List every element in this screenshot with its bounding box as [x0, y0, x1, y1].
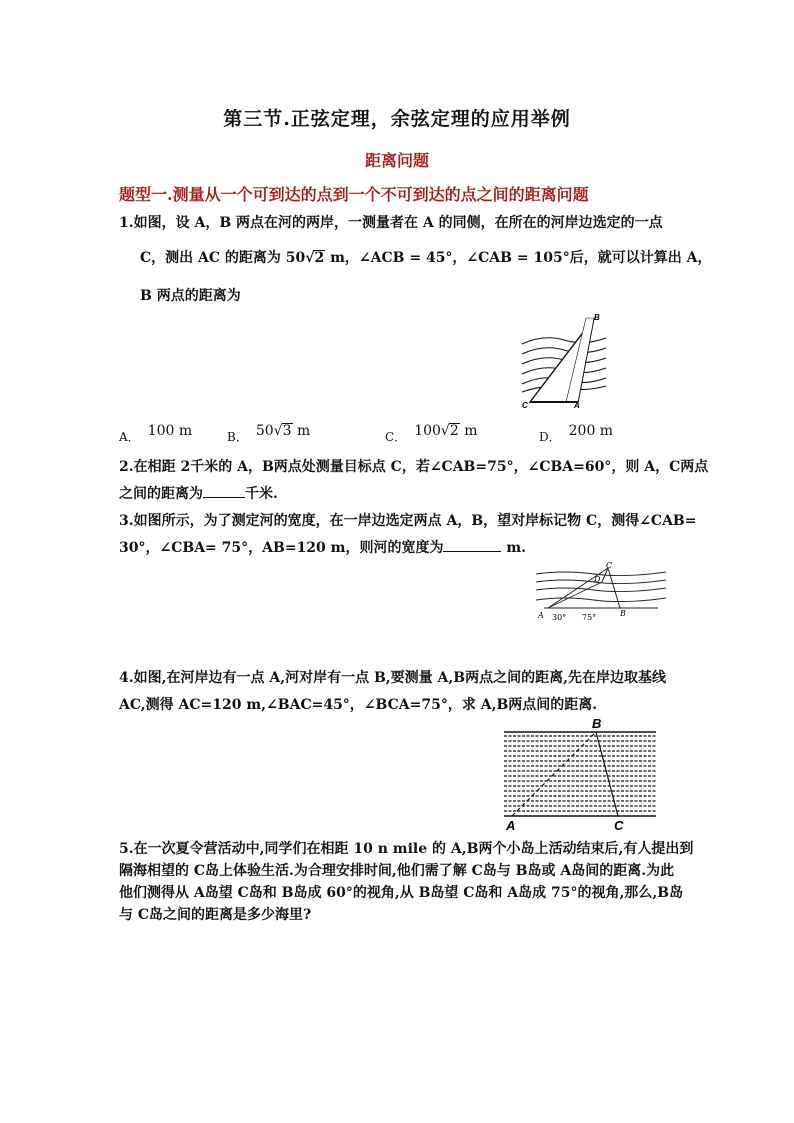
q1-option-a-label: A．: [119, 430, 140, 444]
q4-line-2: AC,测得 AC=120 m,∠BAC=45°，∠BCA=75°，求 A,B两点间的距离.: [119, 697, 598, 713]
q1-line-2-a: C，测出 AC 的距离为 50: [140, 250, 306, 266]
q3-line-2-a: 30°，∠CBA= 75°，AB=120 m，则河的宽度为: [119, 540, 444, 556]
q1-fig-label-c: C: [522, 401, 528, 410]
q1-option-b-post: m: [292, 423, 311, 439]
q3-fig-label-b: B: [620, 609, 626, 618]
section-heading: 题型一.测量从一个可到达的点到一个不可到达的点之间的距离问题: [119, 185, 589, 204]
q4-line-1: 4.如图,在河岸边有一点 A,河对岸有一点 B,要测量 A,B两点之间的距离,先在岸边取基线: [119, 670, 666, 686]
q1-option-d: [539, 423, 614, 445]
q4-fig-label-a: A: [506, 818, 516, 833]
q3-fig-label-a: A: [538, 611, 544, 620]
q4-fig-label-b: B: [592, 716, 602, 731]
q1-option-b-label: B．: [227, 430, 248, 444]
q5-line-3: 他们测得从 A岛望 C岛和 B岛成 60°的视角,从 B岛望 C岛和 A岛成 75°的视角,那么,B岛: [119, 885, 684, 901]
q1-option-a: [119, 423, 193, 445]
q4-figure: [500, 716, 662, 834]
q1-line-1: 1.如图，设 A，B 两点在河的两岸，一测量者在 A 的同侧，在所在的河岸边选定的一点: [119, 215, 663, 231]
q2-line-2: [119, 483, 278, 503]
q1-line-3: B 两点的距离为: [140, 288, 241, 304]
q1-option-c-post: m: [459, 423, 478, 439]
q1-option-c-radicand: 2: [449, 423, 459, 439]
q3-fig-angle-b: 75°: [582, 613, 597, 622]
q1-option-d-text: 200 m: [568, 423, 614, 439]
q1-fig-label-a: A: [574, 401, 580, 410]
q1-option-b: B． 50√3 m: [227, 423, 311, 444]
q3-line-1: 3.如图所示，为了测定河的宽度，在一岸边选定两点 A，B，望对岸标记物 C，测得∠CAB=: [119, 513, 697, 529]
q1-line-2-b: m，∠ACB = 45°，∠CAB = 105°后，就可以计算出 A，: [325, 250, 712, 266]
q2-answer-blank: [203, 497, 245, 498]
q2-line-2-b: 千米.: [245, 486, 278, 502]
q1-option-d-label: D．: [539, 430, 561, 444]
q2-line-2-a: 之间的距离为: [119, 486, 203, 502]
q3-line-2: [119, 537, 526, 557]
page-title: 第三节.正弦定理，余弦定理的应用举例: [223, 108, 571, 130]
q1-figure: [516, 308, 610, 412]
page-subtitle: 距离问题: [364, 151, 429, 170]
q1-option-c: C． 100√2 m: [385, 423, 478, 444]
q1-option-b-radicand: 3: [282, 423, 292, 439]
q2-line-1: 2.在相距 2千米的 A，B两点处测量目标点 C，若∠CAB=75°，∠CBA=60°，则 A，C两点: [119, 459, 709, 475]
q5-line-4: 与 C岛之间的距离是多少海里?: [119, 907, 312, 923]
q3-fig-angle-a: 30°: [552, 613, 567, 622]
q1-option-a-text: 100 m: [147, 423, 193, 439]
q3-figure: [534, 560, 670, 624]
q3-answer-blank: [443, 551, 501, 552]
q1-option-c-label: C．: [385, 430, 407, 444]
q1-fig-label-b: B: [594, 313, 600, 322]
q3-line-2-b: m.: [501, 540, 527, 556]
q3-fig-label-d: D: [594, 575, 601, 584]
q1-option-b-pre: 50: [255, 423, 274, 439]
q1-line-2: C，测出 AC 的距离为 50√2 m，∠ACB = 45°，∠CAB = 105°后，就可以计算出 A，: [140, 250, 712, 266]
q1-option-c-pre: 100: [414, 423, 441, 439]
q4-fig-label-c: C: [614, 818, 624, 833]
q3-fig-label-c: C: [606, 561, 613, 570]
q1-line-2-radicand: 2: [314, 250, 325, 266]
q5-line-2: 隔海相望的 C岛上体验生活.为合理安排时间,他们需了解 C岛与 B岛或 A岛间的距离.为此: [119, 863, 675, 879]
q5-line-1: 5.在一次夏令营活动中,同学们在相距 10 n mile 的 A,B两个小岛上活动结束后,有人提出到: [119, 841, 694, 857]
